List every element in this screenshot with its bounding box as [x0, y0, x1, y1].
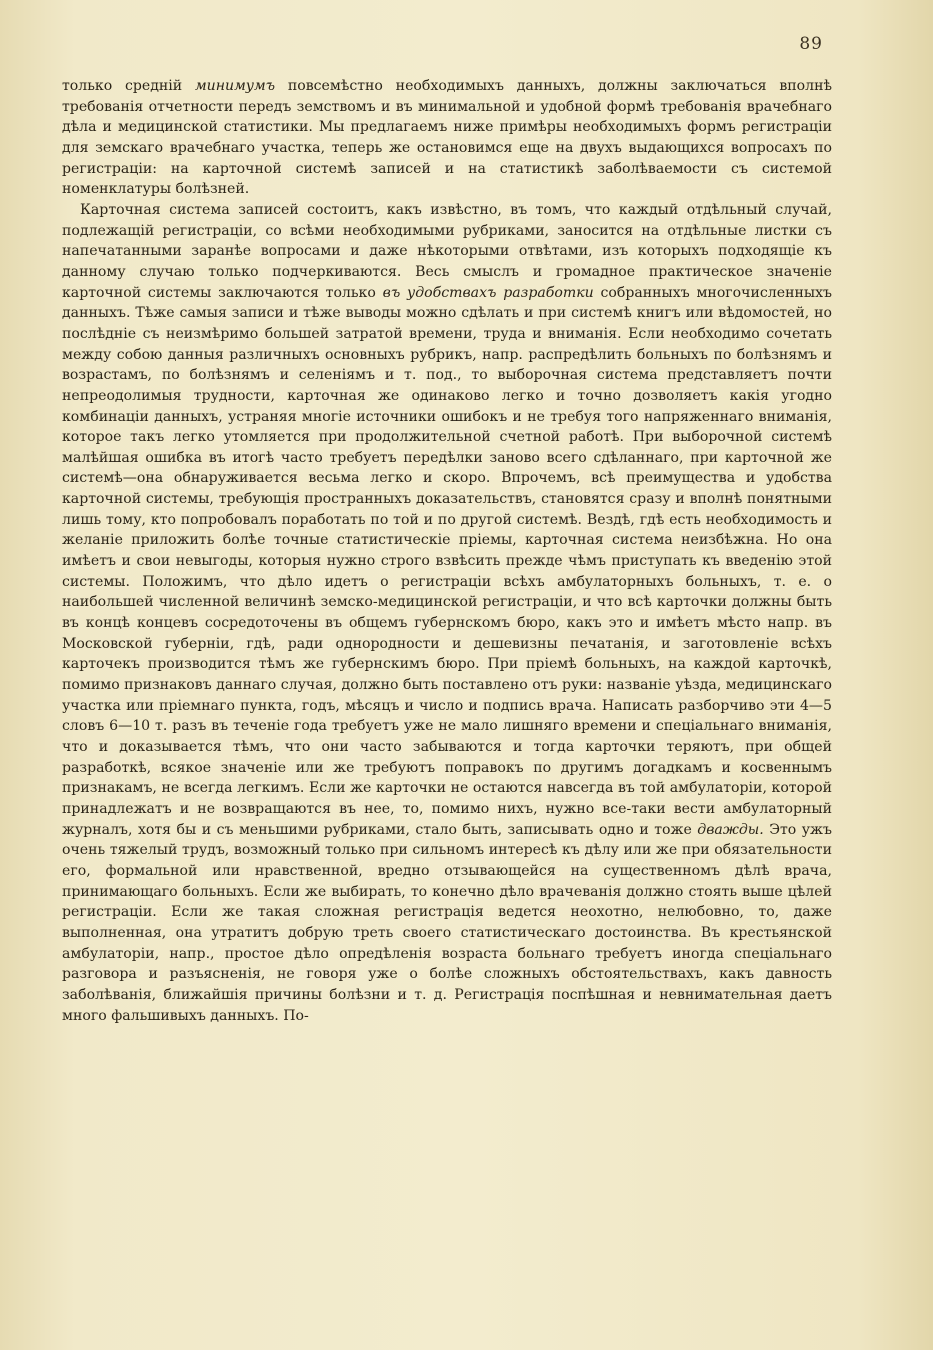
- emphasized-text: минимумъ: [194, 78, 276, 94]
- paragraph: [62, 200, 832, 1026]
- emphasized-text: дважды.: [697, 821, 764, 838]
- text-run: собранныхъ многочисленныхъ данныхъ. Тѣже самыя записи и тѣже выводы можно сдѣлать и при системѣ книгъ или вѣдомостей, но послѣдніе съ неизмѣримо большей затратой времени, труда и вниманія. Если необходимо сочетать между собою данныя различныхъ основныхъ рубрикъ, напр. распредѣлить больныхъ по болѣзнямъ и возрастамъ, по болѣзнямъ и селеніямъ и т. под., то выборочная система представляетъ почти непреодолимыя трудности, карточная же одинаково легко и точно дозволяетъ какія угодно комбинаціи данныхъ, устраняя многіе источники ошибокъ и не требуя того напряженнаго вниманія, которое такъ легко утомляется при продолжительной счетной работѣ. При выборочной системѣ малѣйшая ошибка въ итогѣ часто требуетъ передѣлки заново всего сдѣланнаго, при карточной же системѣ—она обнаруживается весьма легко и скоро. Впрочемъ, всѣ преимущества и удобства карточной системы, требующія пространныхъ доказательствъ, становятся сразу и вполнѣ понятными лишь тому, кто попробовалъ поработать по той и по другой системѣ. Вездѣ, гдѣ есть необходимость и желаніе приложить болѣе точные статистическіе пріемы, карточная система неизбѣжна. Но она имѣетъ и свои невыгоды, которыя нужно строго взвѣсить прежде чѣмъ приступать къ введенію этой системы. Положимъ, что дѣло идетъ о регистраціи всѣхъ амбулаторныхъ больныхъ, т. е. о наибольшей численной величинѣ земско-медицинской регистраціи, и что всѣ карточки должны быть въ концѣ концевъ сосредоточены въ общемъ губернскомъ бюро, какъ это и имѣетъ мѣсто напр. въ Московской губерніи, гдѣ, ради однородности и дешевизны печатанія, и заготовленіе всѣхъ карточекъ производится тѣмъ же губернскимъ бюро. При пріемѣ больныхъ, на каждой карточкѣ, помимо признаковъ даннаго случая, должно быть поставлено отъ руки: названіе уѣзда, медицинскаго участка или пріемнаго пункта, годъ, мѣсяцъ и число и подпись врача. Написать разборчиво эти 4—5 словъ 6—10 т. разъ въ теченіе года требуетъ уже не мало лишняго времени и спеціальнаго вниманія, что и доказывается тѣмъ, что они часто забываются и тогда карточки теряютъ, при общей разработкѣ, всякое значеніе или же требуютъ поправокъ по другимъ догадкамъ и косвеннымъ признакамъ, не всегда легкимъ. Если же карточки не остаются навсегда въ той амбулаторіи, которой принадлежатъ и не возвращаются въ нее, то, помимо нихъ, нужно все-таки вести амбулаторный журналъ, хотя бы и съ меньшими рубриками, стало быть, записывать одно и тоже: [62, 284, 832, 838]
- page-number: 89: [799, 34, 823, 54]
- text-run: только средній: [62, 78, 195, 94]
- text-run: повсемѣстно необходимыхъ данныхъ, должны заключаться вполнѣ требованія отчетности передъ земствомъ и въ минимальной и удобной формѣ требованія врачебнаго дѣла и медицинской статистики. Мы предлагаемъ ниже примѣры необходимыхъ формъ регистраціи для земскаго врачебнаго участка, теперь же остановимся еще на двухъ выдающихся вопросахъ по регистраціи: на карточной системѣ записей и на статистикѣ заболѣваемости съ системой номенклатуры болѣзней.: [62, 78, 832, 198]
- emphasized-text: въ удобствахъ разработки: [382, 284, 594, 301]
- text-run: Карточная система записей состоитъ, какъ извѣстно, въ томъ, что каждый отдѣльный случай, подлежащій регистраціи, со всѣми необходимыми рубриками, заносится на отдѣльные листки съ напечатанными заранѣе вопросами и даже нѣкоторыми отвѣтами, изъ которыхъ подходящіе къ данному случаю только подчеркиваются. Весь смыслъ и громадное практическое значеніе карточной системы заключаются только: [62, 201, 832, 301]
- text-run: Это ужъ очень тяжелый трудъ, возможный только при сильномъ интересѣ къ дѣлу или же при обязательности его, формальной или нравственной, вредно отзывающейся на существенномъ дѣлѣ врача, принимающаго больныхъ. Если же выбирать, то конечно дѣло врачеванія должно стоять выше цѣлей регистраціи. Если же такая сложная регистрація ведется неохотно, нелюбовно, то, даже выполненная, она утратитъ добрую треть своего статистическаго достоинства. Въ крестьянской амбулаторіи, напр., простое дѣло опредѣленія возраста больнаго требуетъ иногда спеціальнаго разговора и разъясненія, не говоря уже о болѣе сложныхъ обстоятельствахъ, какъ давность заболѣванія, ближайшія причины болѣзни и т. д. Регистрація поспѣшная и невнимательная даетъ много фальшивыхъ данныхъ. По-: [62, 821, 832, 1024]
- paragraph: [62, 76, 832, 200]
- body-text: [62, 76, 832, 1026]
